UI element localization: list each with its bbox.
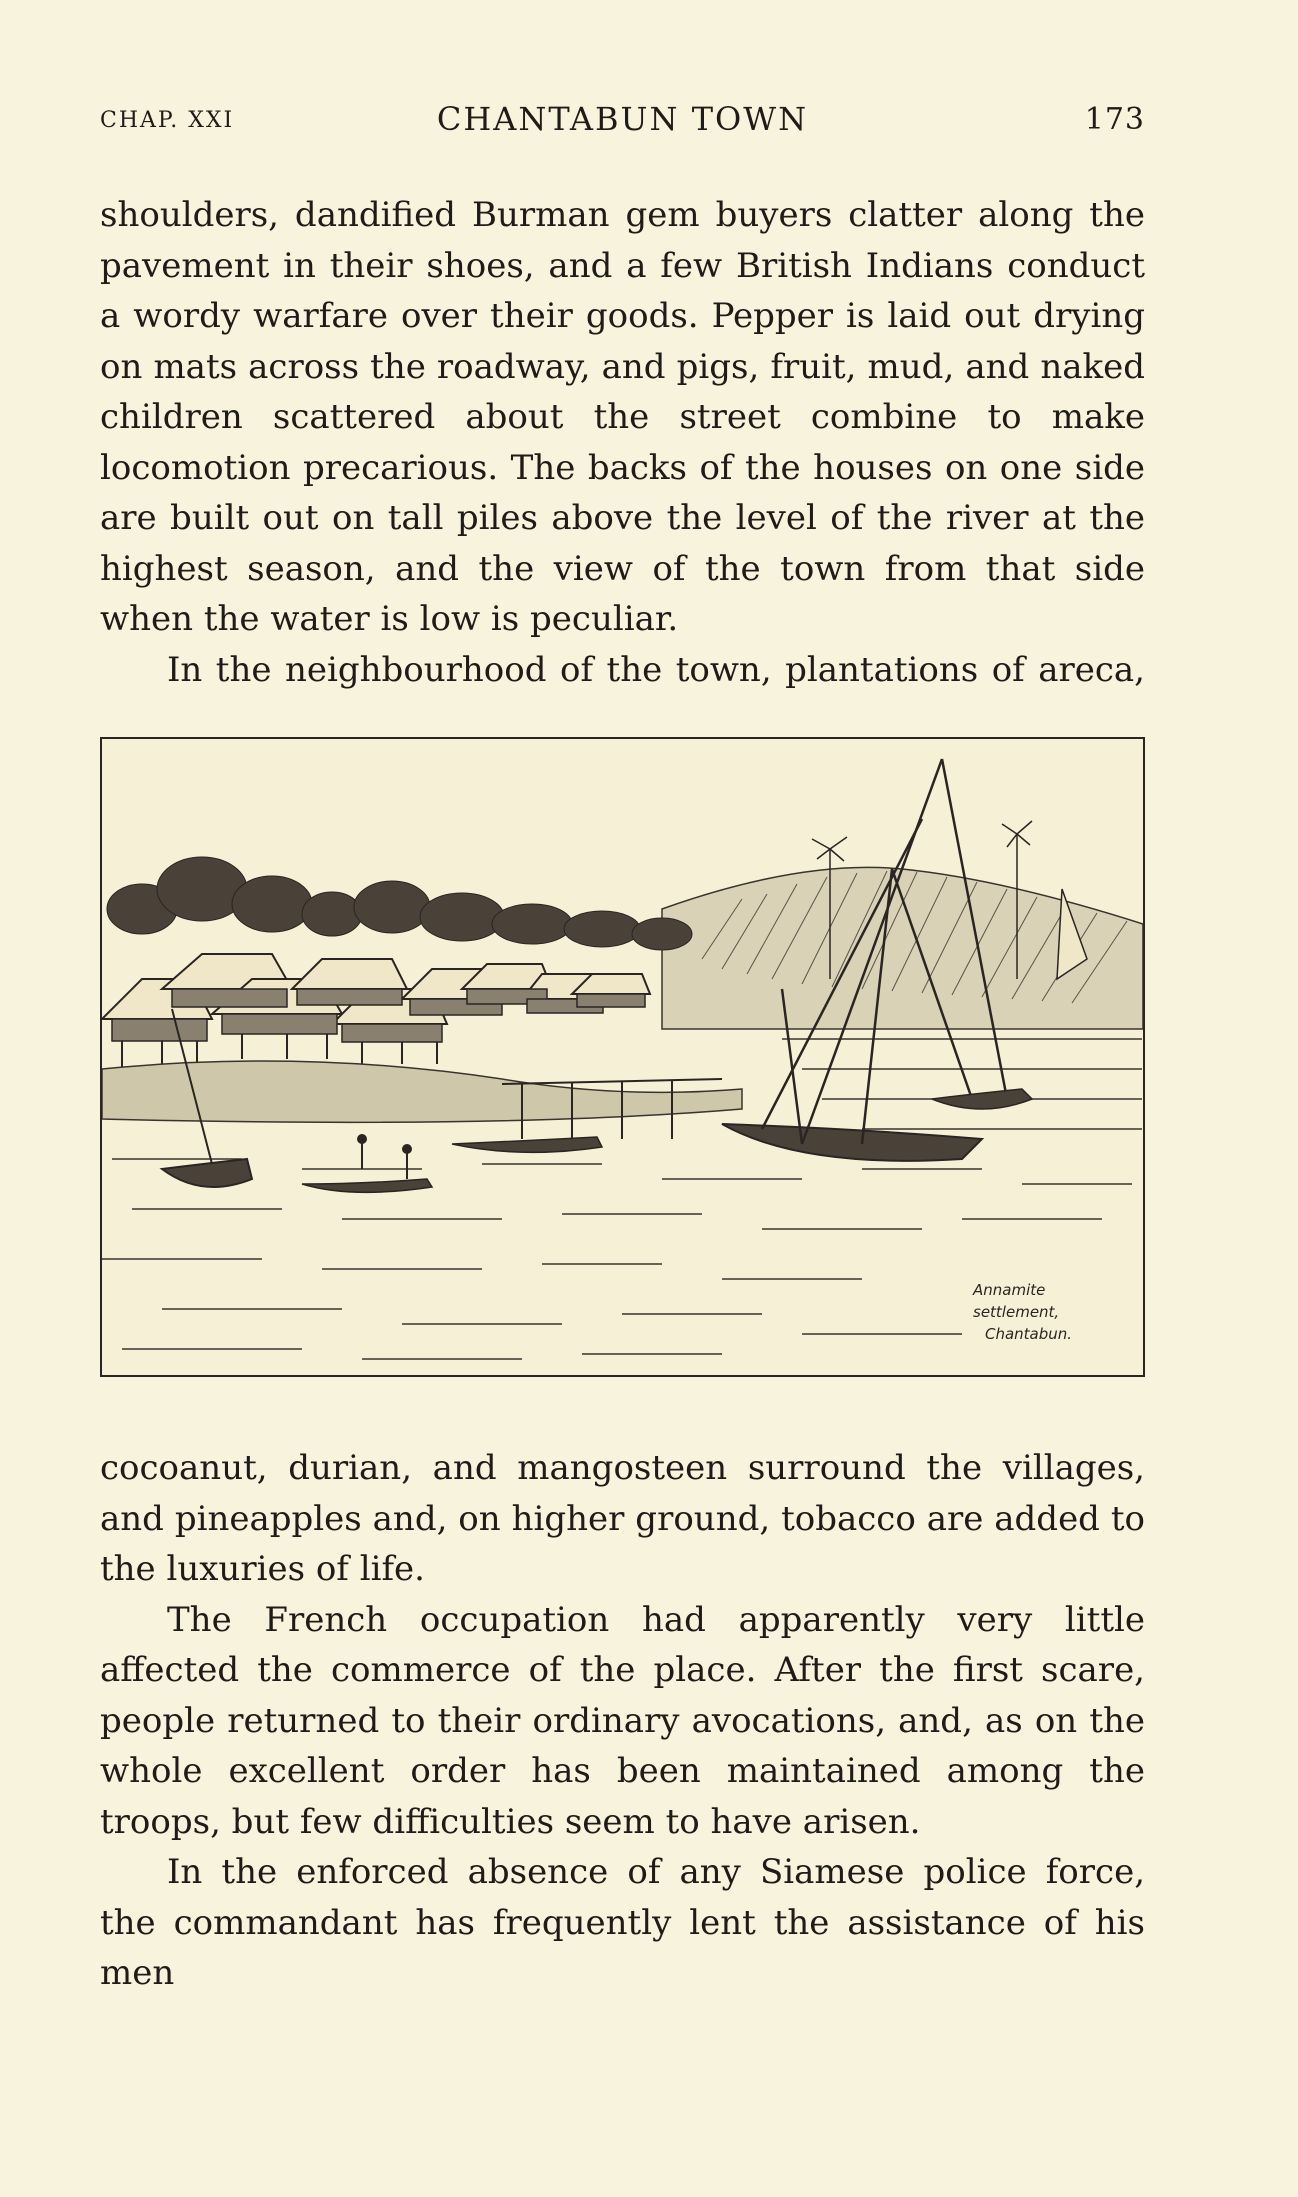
caption-line-2: Chantabun. xyxy=(985,1325,1073,1343)
running-head xyxy=(100,100,1145,150)
running-title: CHANTABUN TOWN xyxy=(436,100,809,138)
plate-caption xyxy=(973,1279,1123,1345)
treeline xyxy=(107,857,692,950)
paragraph-continued: shoulders, dandified Burman gem buyers clatter along the pavement in their shoes, and a few British Indians conduct a wordy warfare over their goods. Pepper is laid out drying on mats across the roadway, and pigs, fruit, mud, and naked children scattered about the street combine to make locomotion precarious. The backs of the houses on one side are built out on tall piles above the level of the river at the highest season, and the view of the town from that side when the water is low is peculiar. xyxy=(100,195,1145,639)
page-number: 173 xyxy=(1084,102,1145,137)
boat-left xyxy=(162,1159,252,1187)
text-after-plate xyxy=(100,1443,1145,1999)
caption-line-1: Annamite settlement, xyxy=(973,1281,1060,1321)
paragraph-cocoanut: cocoanut, durian, and mangosteen surround the villages, and pineapples and, on higher ground, tobacco are added to the luxuries of life. xyxy=(100,1448,1145,1589)
chapter-label: CHAP. XXI xyxy=(100,108,235,133)
canoe xyxy=(302,1179,432,1192)
paragraph-french: The French occupation had apparently very little affected the commerce of the place. After the first scare, people returned to their ordinary avocations, and, as on the whole excellent order has been maintained among the troops, but few difficulties seem to have arisen. xyxy=(100,1599,1145,1842)
sampan xyxy=(452,1137,602,1152)
illustration-plate xyxy=(100,737,1145,1377)
paragraph-areca: In the neighbourhood of the town, plantations of areca, xyxy=(167,649,1145,690)
book-page xyxy=(100,100,1145,1999)
figures xyxy=(358,1135,411,1179)
boat-right xyxy=(932,1089,1032,1109)
paragraph-police: In the enforced absence of any Siamese police force, the commandant has frequently lent the assistance of his men xyxy=(100,1852,1145,1993)
text-before-plate xyxy=(100,190,1145,695)
